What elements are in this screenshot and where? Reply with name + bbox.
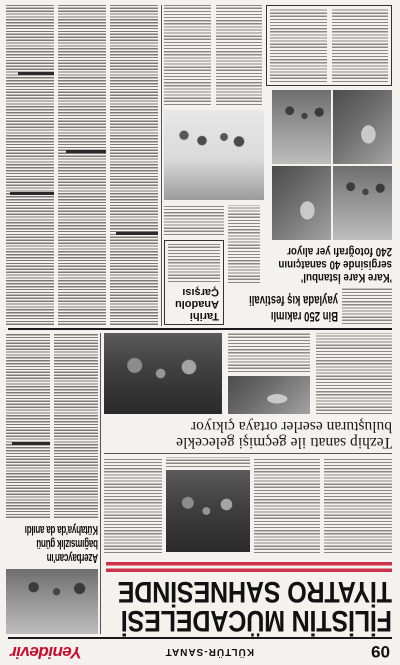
column-divider [100,333,101,634]
main-story-photo-caption [166,457,250,467]
azerbaijan-photo [6,569,98,634]
main-story-text-column [254,457,320,553]
exhibition-headline-line-1: 'Kare Kare İstanbul' [300,271,392,283]
column-subhead [18,72,54,75]
festival-headline-line-1: Bin 250 rakımlı [270,309,338,325]
column-subhead [116,232,158,235]
bazaar-headline-line-1: Tarihi [189,310,219,322]
azerbaijan-text-column [6,333,50,518]
festival-headline-line-2: yaylada kış festivali [249,293,338,309]
tezhip-photo-large [104,333,222,414]
main-headline-line-2: TİYATRO SAHNESİNDE [117,575,392,608]
newspaper-logo: Yenidevir [10,643,82,662]
story-divider [104,453,392,454]
tezhip-headline-line-2: buluşturan eserler ortaya çıkıyor [191,418,392,435]
section-title: KÜLTÜR-SANAT [164,646,254,657]
page-number: 09 [371,642,390,661]
boxed-story-text [332,9,388,82]
main-story-red-subheadline [106,561,392,572]
azerbaijan-headline-line-2: bağımsızlık günü [36,537,98,552]
azerbaijan-subhead [12,442,50,445]
bazaar-headline-line-3: Çarşısı [182,286,219,298]
exhibition-text-column [228,205,260,283]
text-column [164,5,211,105]
exhibition-photo [272,166,331,240]
text-column [6,5,54,325]
exhibition-photo [272,90,331,164]
main-story-photo [166,470,250,552]
bazaar-headline-line-2: Anadolu [175,298,219,310]
exhibition-photo [333,166,392,240]
section-divider [8,329,392,331]
bazaar-text [168,244,220,282]
text-column [164,205,224,235]
tezhip-text-column [228,333,310,372]
text-column [58,5,106,325]
tezhip-headline-line-1: Tezhip sanatı ile geçmişi gelecekle [176,434,392,451]
column-divider [161,5,162,326]
header-rule [8,637,392,639]
main-story-text-column [324,457,392,553]
boxed-story-text [270,9,327,82]
main-headline-line-1: FİLİSTİN MÜCADELESİ [120,604,392,637]
column-subhead [66,150,106,153]
azerbaijan-text-column [54,333,98,518]
azerbaijan-headline-line-1: Azerbaycan'ın [46,551,98,566]
column-subhead [10,192,54,195]
exhibition-headline-line-2: sergisinde 40 sanatçının [278,258,392,270]
exhibition-photo-collage [272,90,392,240]
main-story-text-column [104,457,162,553]
festival-text-column [342,287,392,324]
exhibition-photo [333,90,392,164]
azerbaijan-headline-line-3: Kütahya'da da anıldı [24,523,98,538]
festival-photo [164,110,264,200]
tezhip-photo-small [228,376,310,414]
text-column [110,5,158,325]
exhibition-headline-line-3: 240 fotoğrafı yer alıyor [287,245,392,257]
tezhip-text-column [316,333,392,414]
text-column [216,5,262,105]
